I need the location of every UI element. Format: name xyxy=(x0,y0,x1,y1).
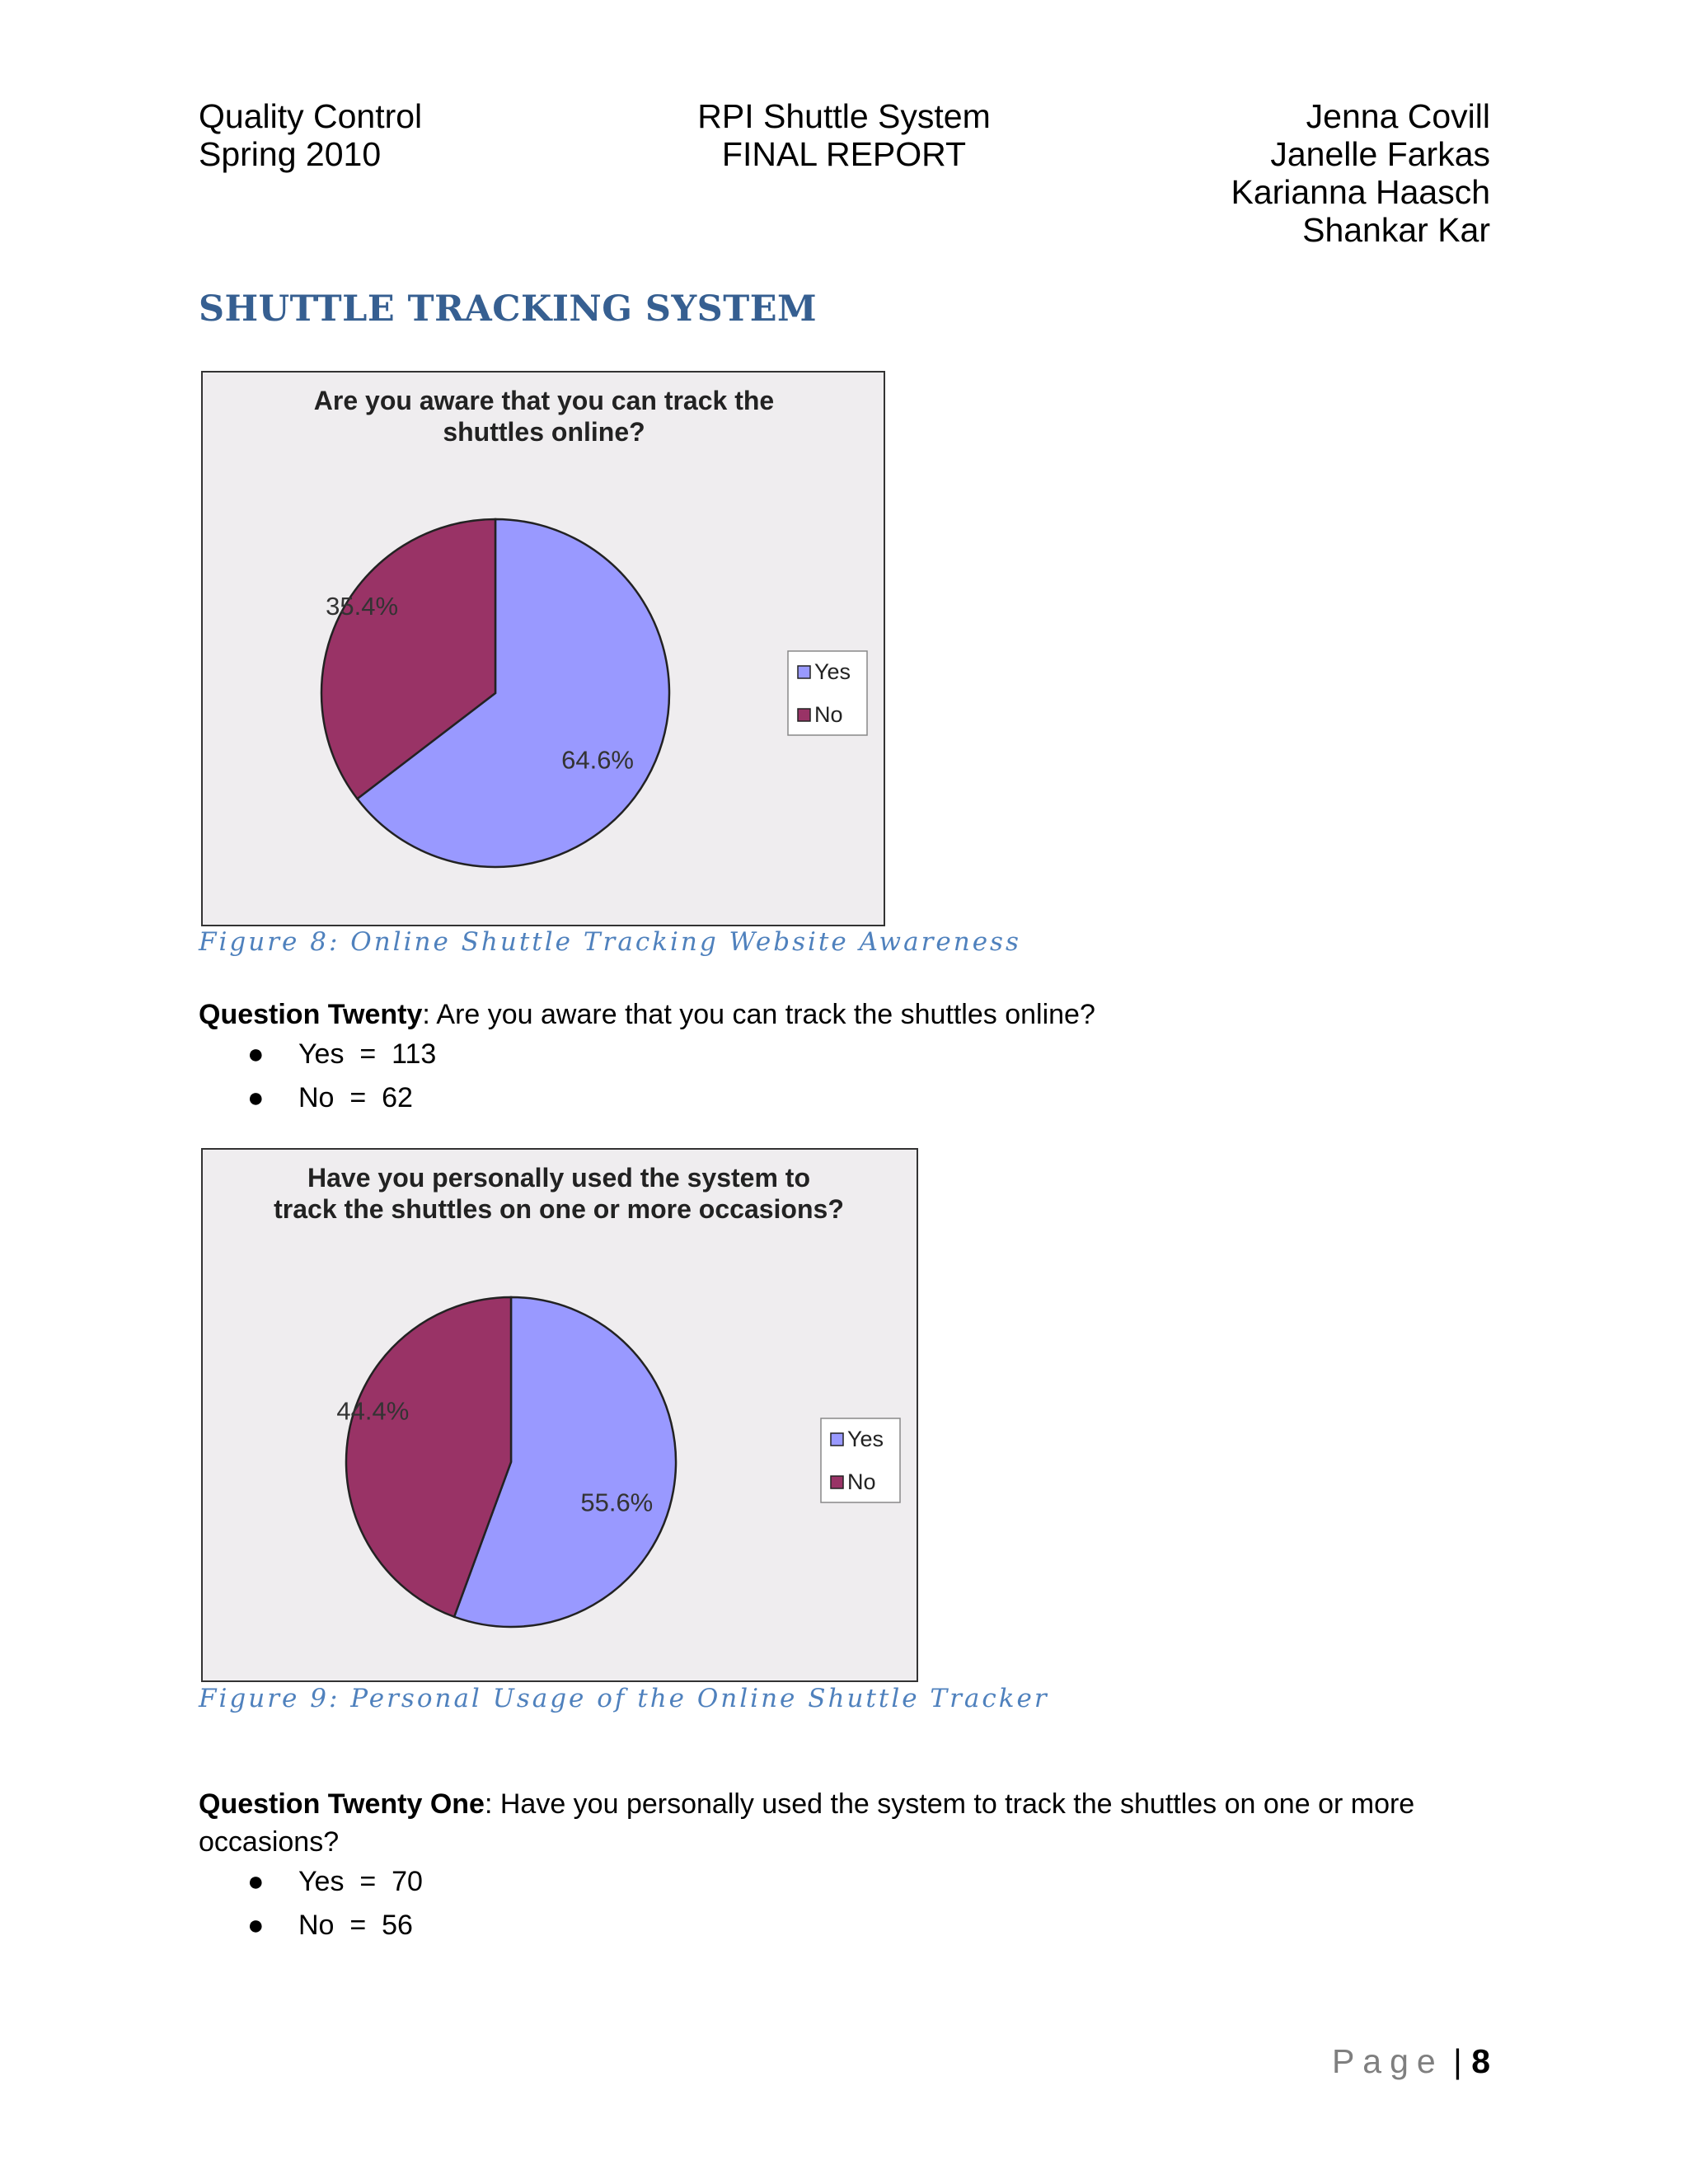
pie-chart-figure-8 xyxy=(201,371,885,926)
header-center xyxy=(679,97,1009,173)
figure-9-caption: Figure 9: Personal Usage of the Online Shuttle Tracker xyxy=(199,1684,1049,1713)
pie-chart-svg xyxy=(203,373,887,928)
legend-label: No xyxy=(847,1469,876,1494)
chart-title-line: track the shuttles on one or more occasions? xyxy=(274,1194,844,1224)
legend-swatch xyxy=(831,1433,843,1446)
list-item xyxy=(247,1076,436,1120)
page-footer xyxy=(1332,2042,1490,2081)
section-heading: SHUTTLE TRACKING SYSTEM xyxy=(199,288,818,330)
list-item xyxy=(247,1033,436,1076)
semester: Spring 2010 xyxy=(199,135,382,173)
data-label-yes: 64.6% xyxy=(561,745,635,775)
answer-yes: Yes = 113 xyxy=(298,1038,437,1070)
legend-label: No xyxy=(814,702,843,727)
chart-title-line: Are you aware that you can track the xyxy=(313,386,775,415)
header-authors xyxy=(1231,97,1490,249)
bullet-icon: ● xyxy=(247,1082,265,1113)
chart-title-line: Have you personally used the system to xyxy=(307,1163,810,1193)
chart-title-line: shuttles online? xyxy=(443,417,645,447)
report-type: FINAL REPORT xyxy=(721,135,967,173)
legend-label: Yes xyxy=(847,1427,884,1451)
data-label-yes: 55.6% xyxy=(580,1488,654,1517)
figure-8-caption: Figure 8: Online Shuttle Tracking Website Awareness xyxy=(199,927,1021,957)
list-item xyxy=(247,1904,423,1947)
question-twenty-one xyxy=(199,1785,1493,1861)
legend-swatch xyxy=(798,666,810,678)
page-number: 8 xyxy=(1471,2042,1490,2080)
author-4: Shankar Kar xyxy=(1302,211,1490,249)
pie-chart-svg xyxy=(203,1150,920,1684)
answer-no: No = 56 xyxy=(298,1910,413,1941)
bullet-icon: ● xyxy=(247,1038,265,1070)
author-2: Janelle Farkas xyxy=(1270,135,1490,173)
answer-no: No = 62 xyxy=(298,1082,413,1113)
data-label-no: 44.4% xyxy=(336,1396,410,1426)
report-subject: RPI Shuttle System xyxy=(697,97,991,135)
data-label-no: 35.4% xyxy=(326,591,399,621)
pie-chart-figure-9 xyxy=(201,1148,918,1682)
question-label: Question Twenty xyxy=(199,999,423,1030)
bullet-icon: ● xyxy=(247,1866,265,1897)
list-item xyxy=(247,1860,423,1904)
legend-swatch xyxy=(798,709,810,721)
page-separator: | xyxy=(1453,2042,1462,2080)
author-1: Jenna Covill xyxy=(1306,97,1490,135)
question-twenty-answers xyxy=(247,1033,436,1120)
question-twenty-one-answers xyxy=(247,1860,423,1947)
legend-swatch xyxy=(831,1476,843,1488)
legend-label: Yes xyxy=(814,659,851,684)
header-left xyxy=(199,97,422,173)
question-twenty xyxy=(199,996,1493,1033)
question-label: Question Twenty One xyxy=(199,1788,485,1820)
page-label: Page xyxy=(1331,2042,1444,2080)
course-name: Quality Control xyxy=(199,97,423,135)
bullet-icon: ● xyxy=(247,1910,265,1941)
question-text: : Have you personally used the system to track the shuttles on one or more occasions? xyxy=(199,1788,1415,1858)
author-3: Karianna Haasch xyxy=(1231,173,1490,211)
question-text: : Are you aware that you can track the shuttles online? xyxy=(422,999,1095,1030)
answer-yes: Yes = 70 xyxy=(298,1866,423,1897)
